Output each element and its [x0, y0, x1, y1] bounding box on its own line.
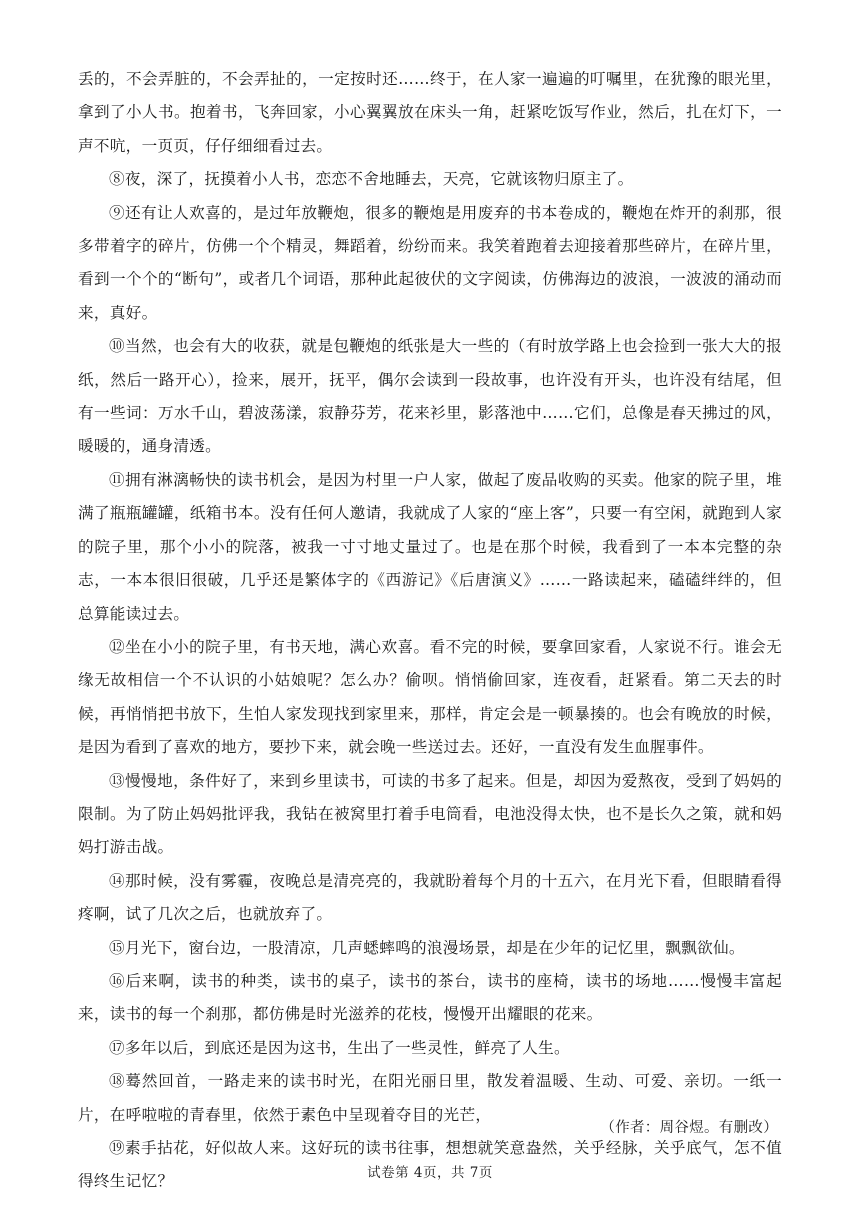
paragraph-continued: 丢的，不会弄脏的，不会弄扯的，一定按时还……终于，在人家一遍遍的叮嘱里，在犹豫的眼光里，拿到了小人书。抱着书，飞奔回家，小心翼翼放在床头一角，赶紧吃饭写作业，然后，扎在灯下，一声不吭，一页页，仔仔细细看过去。: [78, 70, 782, 155]
paragraph-19: ⑲素手拈花，好似故人来。这好玩的读书往事，想想就笑意盎然，关乎经脉，关乎底气，怎不值得终生记忆？: [78, 1139, 782, 1191]
paragraph-8: ⑧夜，深了，抚摸着小人书，恋恋不舍地睡去，天亮，它就该物归原主了。: [109, 170, 634, 189]
paragraph-13: ⑬慢慢地，条件好了，来到乡里读书，可读的书多了起来。但是，却因为爱熬夜，受到了妈妈的限制。为了防止妈妈批评我，我钻在被窝里打着手电筒看，电池没得太快，也不是长久之策，就和妈妈打游击战。: [78, 771, 782, 857]
paragraph-10: ⑩当然，也会有大的收获，就是包鞭炮的纸张是大一些的（有时放学路上也会捡到一张大大的报纸，然后一路开心），捡来，展开，抚平，偶尔会读到一段故事，也许没有开头，也许没有结尾，但有一些词：万水千山，碧波荡漾，寂静芬芳，花来衫里，影落池中……它们，总像是春天拂过的风，暖暖的，通身清透。: [78, 337, 782, 456]
article-body: [78, 63, 782, 1199]
paragraph-11: ⑪拥有淋漓畅快的读书机会，是因为村里一户人家，做起了废品收购的买卖。他家的院子里，堆满了瓶瓶罐罐，纸箱书本。没有任何人邀请，我就成了人家的“座上客”，只要一有空闲，就跑到人家的院子里，那个小小的院落，被我一寸寸地丈量过了。也是在那个时候，我看到了一本本完整的杂志，一本本很旧很破，几乎还是繁体字的《西游记》《后唐演义》……一路读起来，磕磕绊绊的，但总算能读过去。: [78, 470, 782, 623]
paragraph-9: ⑨还有让人欢喜的，是过年放鞭炮，很多的鞭炮是用废弃的书本卷成的，鞭炮在炸开的刹那，很多带着字的碎片，仿佛一个个精灵，舞蹈着，纷纷而来。我笑着跑着去迎接着那些碎片，在碎片里，看到一个个的“断句”，或者几个词语，那种此起彼伏的文字阅读，仿佛海边的波浪，一波波的涌动而来，真好。: [78, 203, 782, 322]
page-footer: 试卷第 4页，共 7页: [367, 1165, 493, 1181]
author-byline: （作者：周谷煜。有删改）: [600, 1120, 778, 1136]
paragraph-14: ⑭那时候，没有雾霾，夜晚总是清亮亮的，我就盼着每个月的十五六，在月光下看，但眼睛看得疼啊，试了几次之后，也就放弃了。: [78, 871, 782, 924]
paragraph-17: ⑰多年以后，到底还是因为这书，生出了一些灵性，鲜亮了人生。: [109, 1038, 570, 1057]
paragraph-15: ⑮月光下，窗台边，一股清凉，几声蟋蟀鸣的浪漫场景，却是在少年的记忆里，飘飘欲仙。: [109, 938, 745, 957]
paragraph-16: ⑯后来啊，读书的种类，读书的桌子，读书的茶台，读书的座椅，读书的场地……慢慢丰富起来，读书的每一个刹那，都仿佛是时光滋养的花枝，慢慢开出耀眼的花来。: [78, 971, 782, 1024]
paragraph-18: ⑱蓦然回首，一路走来的读书时光，在阳光丽日里，散发着温暖、生动、可爱、亲切。一纸一片，在呼啦啦的青春里，依然于素色中呈现着夺目的光芒，: [78, 1072, 782, 1124]
paragraph-12: ⑫坐在小小的院子里，有书天地，满心欢喜。看不完的时候，要拿回家看，人家说不行。谁会无缘无故相信一个不认识的小姑娘呢？怎么办？偷呗。悄悄偷回家，连夜看，赶紧看。第二天去的时候，再悄悄把书放下，生怕人家发现找到家里来，那样，肯定会是一顿暴揍的。也会有晚放的时候，是因为看到了喜欢的地方，要抄下来，就会晚一些送过去。还好，一直没有发生血腥事件。: [78, 637, 782, 757]
